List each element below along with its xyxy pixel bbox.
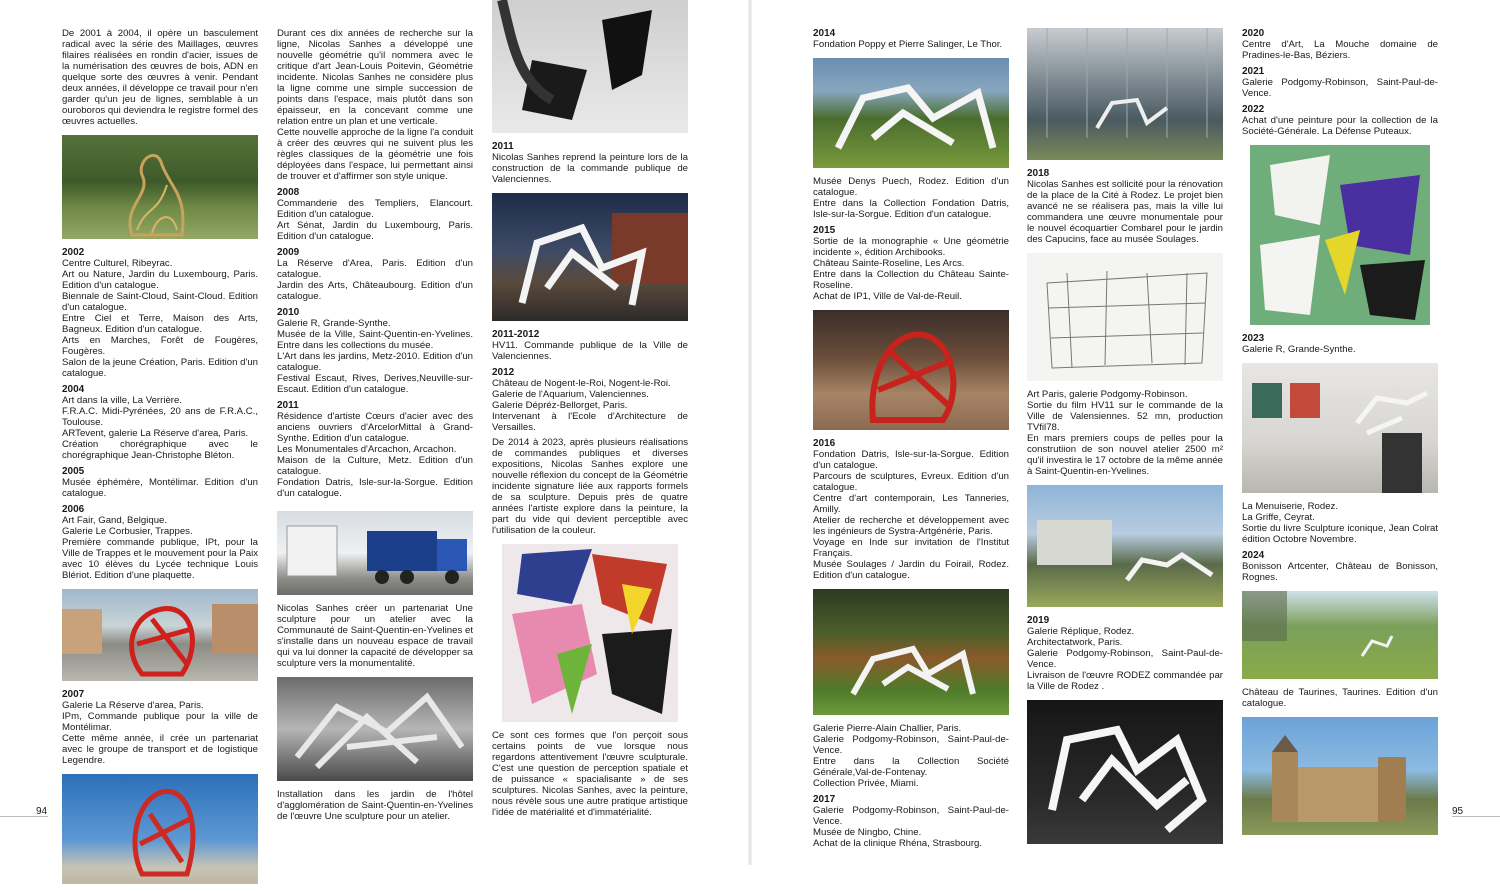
abstract-painting-illustration bbox=[502, 544, 678, 722]
entry-2018-4: En mars premiers coups de pelles pour la construtiion de son nouvel atelier 2500 m² qu'il investira le 17 octobre de la même année à Saint-Quentin-en-Yvelines. bbox=[1027, 433, 1223, 477]
entry-2004-1: Art dans la ville, La Verrière. bbox=[62, 395, 182, 406]
entry-2016-8: Galerie Podgomy-Robinson, Saint-Paul-de-Vence. bbox=[813, 734, 1009, 756]
photo-park-sculpture bbox=[813, 589, 1009, 715]
partnership-caption: Nicolas Sanhes créer un partenariat Une sculpture pour un atelier avec la Communauté de Saint-Quentin-en-Yvelines et s'installe dans un nouveau espace de travail qui va lui donner la capacité de développer sa sculpture vers la monumentalité. bbox=[277, 603, 473, 669]
entry-2024-2: Château de Taurines, Taurines. Edition d'un catalogue. bbox=[1242, 687, 1438, 709]
year-2022: 2022 bbox=[1242, 104, 1265, 115]
year-2012: 2012 bbox=[492, 367, 515, 378]
perception-caption: Ce sont ces formes que l'on perçoit sous certains points de vue lorsque nous regardons attentivement l'œuvre sculpturale. C'est une question de perception spatiale et de puissance « spacialisante » de ses sculptures. Nicolas Sanhes, avec la peinture, nous révèle sous une autre pratique artistique l'idée de matérialité et d'immatérialité. bbox=[492, 730, 688, 818]
entry-2019-3: Galerie Podgomy-Robinson, Saint-Paul-de-Vence. bbox=[1027, 648, 1223, 670]
photo-red-sculpture-sky bbox=[62, 774, 258, 884]
entry-2016-10: Collection Privée, Miami. bbox=[813, 778, 919, 789]
entry-2019-1: Galerie Réplique, Rodez. bbox=[1027, 626, 1135, 637]
intro-text: De 2001 à 2004, il opère un basculement radical avec la série des Maillages, œuvres filaires réalisées en rondin d'acier, issues de la numérisation des œuvres de bois, ADN en quelque sorte des œuvres à venir. Pendant deux années, il développe ce travail pour n'en garder qu'un jeu de lignes, semblable à un ouroboros qui deviendra le registre formel des œuvres actuelles. bbox=[62, 28, 258, 127]
photo-meadow-sculpture bbox=[1242, 591, 1438, 679]
year-2011: 2011 bbox=[277, 400, 299, 411]
entry-2015-2: Château Sainte-Roseline, Les Arcs. bbox=[813, 258, 965, 269]
entry-2010-1: Galerie R, Grande-Synthe. bbox=[277, 318, 391, 329]
geometry-intro-text-2: Cette nouvelle approche de la ligne l'a conduit à créer des œuvres qui ne suivent plus les règles classiques de la géométrie une fois déployées dans l'espace, lui permettant ainsi de trouver et d'affirmer son style unique. bbox=[277, 127, 473, 182]
entry-2020: Centre d'Art, La Mouche domaine de Pradines-le-Bas, Béziers. bbox=[1242, 39, 1438, 61]
entry-2016-1: Fondation Datris, Isle-sur-la-Sorgue. Edition d'un catalogue. bbox=[813, 449, 1009, 471]
entry-2014-3: Entre dans la Collection Fondation Datris, Isle-sur-la-Sorgue. Edition d'un catalogue. bbox=[813, 198, 1009, 220]
entry-2002-1: Centre Culturel, Ribeyrac. bbox=[62, 258, 173, 269]
column-5 bbox=[1027, 20, 1223, 852]
photo-red-sculpture-town bbox=[62, 589, 258, 681]
green-painting-illustration bbox=[1250, 145, 1430, 325]
entry-2006-1: Art Fair, Gand, Belgique. bbox=[62, 515, 168, 526]
white-park-sculpture-illustration bbox=[813, 589, 1009, 715]
entry-2002-4: Entre Ciel et Terre, Maison des Arts, Bagneux. Edition d'un catalogue. bbox=[62, 313, 258, 335]
red-sky-sculpture-illustration bbox=[62, 774, 258, 884]
entry-2016-5: Voyage en Inde sur invitation de l'Institut Français. bbox=[813, 537, 1009, 559]
entry-2022: Achat d'une peinture pour la collection de la Société-Générale. La Défense Puteaux. bbox=[1242, 115, 1438, 137]
year-2007: 2007 bbox=[62, 689, 85, 700]
entry-2002-3: Biennale de Saint-Cloud, Saint-Cloud. Edition d'un catalogue. bbox=[62, 291, 258, 313]
year-2019: 2019 bbox=[1027, 615, 1050, 626]
entry-2017-2: Musée de Ningbo, Chine. bbox=[813, 827, 922, 838]
photo-glass-building bbox=[1027, 28, 1223, 160]
page-number-left: 94 bbox=[36, 806, 48, 817]
year-2008: 2008 bbox=[277, 187, 300, 198]
year-2006: 2006 bbox=[62, 504, 85, 515]
entry-2005-1: Musée éphémère, Montélimar. Edition d'un catalogue. bbox=[62, 477, 258, 499]
photo-red-sculpture-hall bbox=[813, 310, 1009, 430]
year-2014: 2014 bbox=[813, 28, 836, 39]
entry-2016-6: Musée Soulages / Jardin du Foirail, Rodez. Edition d'un catalogue. bbox=[813, 559, 1009, 581]
page-number-right: 95 bbox=[1452, 806, 1464, 817]
year-2010: 2010 bbox=[277, 307, 300, 318]
entry-2021: Galerie Podgomy-Robinson, Saint-Paul-de-Vence. bbox=[1242, 77, 1438, 99]
column-1 bbox=[62, 28, 258, 892]
red-sculpture-illustration bbox=[62, 589, 258, 681]
entry-2023-4: Sortie du livre Sculpture iconique, Jean Colrat édition Octobre Novembre. bbox=[1242, 523, 1438, 545]
painting-work-illustration bbox=[492, 0, 688, 133]
glass-building-illustration bbox=[1027, 28, 1223, 160]
book-gutter bbox=[748, 0, 752, 865]
chateau-illustration bbox=[1242, 717, 1438, 835]
entry-2011-2012: HV11. Commande publique de la Ville de Valenciennes. bbox=[492, 340, 688, 362]
entry-2002-5: Arts en Marches, Forêt de Fougères, Fougères. bbox=[62, 335, 258, 357]
entry-2004-3: ARTevent, galerie La Réserve d'area, Paris. bbox=[62, 428, 249, 439]
entry-2011-4: Fondation Datris, Isle-sur-la-Sorgue. Edition d'un catalogue. bbox=[277, 477, 473, 499]
entry-2023-3: La Griffe, Ceyrat. bbox=[1242, 512, 1315, 523]
entry-2007-2: IPm, Commande publique pour la ville de Montélimar. bbox=[62, 711, 258, 733]
year-2009: 2009 bbox=[277, 247, 300, 258]
entry-2012-4: Intervenant à l'Ecole d'Architecture de Versailles. bbox=[492, 411, 688, 433]
wire-sculpture-illustration bbox=[62, 135, 258, 239]
entry-2014-1: Fondation Poppy et Pierre Salinger, Le Thor. bbox=[813, 39, 1003, 50]
entry-2009-2: Jardin des Arts, Châteaubourg. Edition d'un catalogue. bbox=[277, 280, 473, 302]
year-2011: 2011 bbox=[492, 141, 514, 152]
entry-2016-3: Centre d'art contemporain, Les Tanneries, Amilly. bbox=[813, 493, 1009, 515]
entry-2012-3: Galerie Dépréz-Bellorget, Paris. bbox=[492, 400, 628, 411]
bw-sculpture-illustration bbox=[277, 677, 473, 781]
entry-2024-1: Bonisson Artcenter, Château de Bonisson, Rognes. bbox=[1242, 561, 1438, 583]
entry-2011-2: Les Monumentales d'Arcachon, Arcachon. bbox=[277, 444, 457, 455]
entry-2010-2: Musée de la Ville, Saint-Quentin-en-Yvelines. Entre dans les collections du musée. bbox=[277, 329, 473, 351]
column-2 bbox=[277, 28, 473, 822]
entry-2007-3: Cette même année, il crée un partenariat avec le groupe de transport et de logistique Legendre. bbox=[62, 733, 258, 766]
entry-2014-2: Musée Denys Puech, Rodez. Edition d'un catalogue. bbox=[813, 176, 1009, 198]
white-sculpture-night-illustration bbox=[492, 193, 688, 321]
photo-green-painting bbox=[1250, 145, 1430, 325]
house-sculpture-illustration bbox=[1027, 485, 1223, 607]
entry-2012-1: Château de Nogent-le-Roi, Nogent-le-Roi. bbox=[492, 378, 671, 389]
gallery-illustration bbox=[1242, 363, 1438, 493]
column-4 bbox=[813, 28, 1009, 849]
entry-2006-3: Première commande publique, IPt, pour la Ville de Trappes et le mouvement pour la Paix avec 10 élèves du Lycée technique Louis Blériot. Edition d'une plaquette. bbox=[62, 537, 258, 581]
truck-illustration bbox=[277, 511, 473, 595]
entry-2019-4: Livraison de l'œuvre RODEZ commandée par la Ville de Rodez . bbox=[1027, 670, 1223, 692]
entry-2023-1: Galerie R, Grande-Synthe. bbox=[1242, 344, 1356, 355]
entry-2010-4: Festival Escaut, Rives, Derives,Neuville-sur-Escaut. Edition d'un catalogue. bbox=[277, 373, 473, 395]
entry-2016-7: Galerie Pierre-Alain Challier, Paris. bbox=[813, 723, 962, 734]
white-garden-sculpture-illustration bbox=[813, 58, 1009, 168]
entry-2004-2: F.R.A.C. Midi-Pyrénées, 20 ans de F.R.A.C., Toulouse. bbox=[62, 406, 258, 428]
entry-2008-1: Commanderie des Templiers, Elancourt. Edition d'un catalogue. bbox=[277, 198, 473, 220]
photo-garden-sculpture bbox=[813, 58, 1009, 168]
entry-2017-3: Achat de la clinique Rhéna, Strasbourg. bbox=[813, 838, 983, 849]
entry-2017-1: Galerie Podgomy-Robinson, Saint-Paul-de-Vence. bbox=[813, 805, 1009, 827]
entry-2002-2: Art ou Nature, Jardin du Luxembourg, Paris. Edition d'un catalogue. bbox=[62, 269, 258, 291]
entry-2015-1: Sortie de la monographie « Une géométrie incidente », édition Archibooks. bbox=[813, 236, 1009, 258]
entry-2016-4: Atelier de recherche et développement avec les ingénieurs de Systra-Artgénérie, Paris. bbox=[813, 515, 1009, 537]
entry-2016-2: Parcours de sculptures, Evreux. Edition d'un catalogue. bbox=[813, 471, 1009, 493]
entry-2015-3: Entre dans la Collection du Château Sainte-Roseline. bbox=[813, 269, 1009, 291]
entry-2002-6: Salon de la jeune Création, Paris. Edition d'un catalogue. bbox=[62, 357, 258, 379]
red-hall-sculpture-illustration bbox=[813, 310, 1009, 430]
entry-2011-painting: Nicolas Sanhes reprend la peinture lors de la construction de la commande publique de Valenciennes. bbox=[492, 152, 688, 185]
installation-caption: Installation dans les jardin de l'hôtel d'agglomération de Saint-Quentin-en-Yvelines de l'œuvre Une sculpture pour un atelier. bbox=[277, 789, 473, 822]
year-2021: 2021 bbox=[1242, 66, 1265, 77]
year-2016: 2016 bbox=[813, 438, 836, 449]
year-2023: 2023 bbox=[1242, 333, 1265, 344]
meadow-sculpture-illustration bbox=[1242, 591, 1438, 679]
entry-2012-2: Galerie de l'Aquarium, Valenciennes. bbox=[492, 389, 649, 400]
year-2020: 2020 bbox=[1242, 28, 1265, 39]
photo-abstract-painting bbox=[502, 544, 678, 722]
photo-rodez-sculpture-night bbox=[1027, 700, 1223, 844]
photo-bw-installation bbox=[277, 677, 473, 781]
year-2002: 2002 bbox=[62, 247, 85, 258]
entry-2016-9: Entre dans la Collection Société Générale,Val-de-Fontenay. bbox=[813, 756, 1009, 778]
year-2018: 2018 bbox=[1027, 168, 1050, 179]
entry-2011-3: Maison de la Culture, Metz. Edition d'un catalogue. bbox=[277, 455, 473, 477]
photo-valenciennes-night bbox=[492, 193, 688, 321]
entry-2018-3: Sortie du film HV11 sur le commande de la Ville de Valensiennes. 52 mn, production TVfil78. bbox=[1027, 400, 1223, 433]
white-night-sculpture-illustration bbox=[1027, 700, 1223, 844]
entry-2006-2: Galerie Le Corbusier, Trappes. bbox=[62, 526, 193, 537]
photo-maillages-sculpture bbox=[62, 135, 258, 239]
year-2004: 2004 bbox=[62, 384, 85, 395]
geometry-intro-text: Durant ces dix années de recherche sur la ligne, Nicolas Sanhes a développé une nouvelle géométrie qu'il nommera avec le critique d'art Jean-Louis Poitevin, Géométrie incidente. Nicolas Sanhes ne considère plus la ligne comme une simple succession de points dans l'espace, mais plutôt dans son épaisseur, en la concevant comme une relation entre un plan et une verticale. bbox=[277, 28, 473, 127]
sketch-grid-illustration bbox=[1027, 253, 1223, 381]
photo-transport-truck bbox=[277, 511, 473, 595]
entry-2018-1: Nicolas Sanhes est sollicité pour la rénovation de la place de la Cité à Rodez. Le projet bien avancé ne se réalisera pas, mais la ville lui commandera une œuvre monumentale pour le nouvel écoquartier Combarel pour le jardin des Capucins, face au musée Soulages. bbox=[1027, 179, 1223, 245]
entry-2011-1: Résidence d'artiste Cœurs d'acier avec des anciens ouvriers d'ArcelorMittal à Grand-Synthe. Edition d'un catalogue. bbox=[277, 411, 473, 444]
year-2011-2012: 2011-2012 bbox=[492, 329, 540, 340]
entry-2019-2: Architectatwork, Paris. bbox=[1027, 637, 1123, 648]
entry-2004-4: Création chorégraphique avec le chorégraphique Jean-Christophe Bléton. bbox=[62, 439, 258, 461]
entry-2008-2: Art Sénat, Jardin du Luxembourg, Paris. Edition d'un catalogue. bbox=[277, 220, 473, 242]
entry-2018-2: Art Paris, galerie Podgomy-Robinson. bbox=[1027, 389, 1188, 400]
photo-chateau-taurines bbox=[1242, 717, 1438, 835]
entry-2010-3: L'Art dans les jardins, Metz-2010. Edition d'un catalogue. bbox=[277, 351, 473, 373]
entry-2009-1: La Réserve d'Area, Paris. Edition d'un catalogue. bbox=[277, 258, 473, 280]
photo-sketch-drawing bbox=[1027, 253, 1223, 381]
year-2015: 2015 bbox=[813, 225, 836, 236]
photo-gallery-exhibition bbox=[1242, 363, 1438, 493]
entry-2023-2: La Menuiserie, Rodez. bbox=[1242, 501, 1338, 512]
photo-modern-house-sculpture bbox=[1027, 485, 1223, 607]
entry-2007-1: Galerie La Réserve d'area, Paris. bbox=[62, 700, 204, 711]
photo-artist-painting bbox=[492, 0, 688, 133]
column-6 bbox=[1242, 28, 1438, 843]
year-2017: 2017 bbox=[813, 794, 836, 805]
year-2024: 2024 bbox=[1242, 550, 1265, 561]
year-2005: 2005 bbox=[62, 466, 85, 477]
column-3 bbox=[492, 0, 688, 818]
entry-2015-4: Achat de IP1, Ville de Val-de-Reuil. bbox=[813, 291, 962, 302]
painting-exploration-text: De 2014 à 2023, après plusieurs réalisations de commandes publiques et diverses expositions, Nicolas Sanhes explore une nouvelle réflexion du concept de la Géométrie incidente signature liée aux rapports formels de sa sculpture. Depuis près de quatre années l'artiste explore dans la peinture, la part du vide qui devient perceptible avec l'utilisation de la couleur. bbox=[492, 437, 688, 536]
